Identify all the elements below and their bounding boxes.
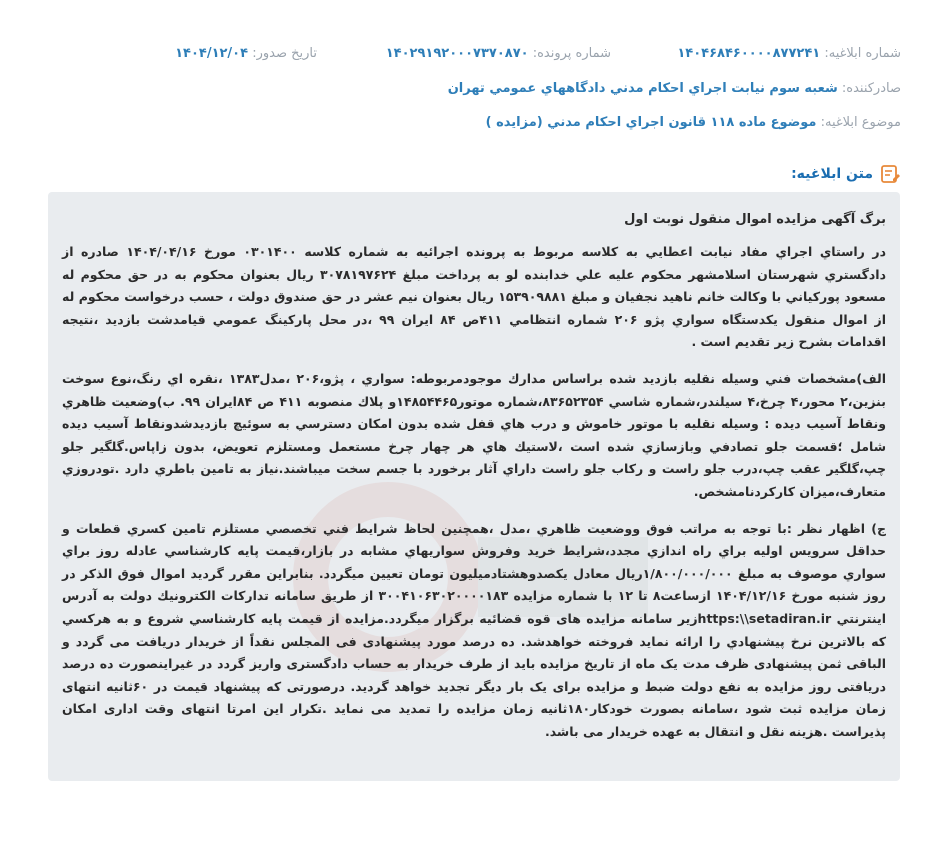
notice-text-panel <box>48 192 900 781</box>
notice-paragraph-3: ج) اظهار نظر :با توجه به مراتب فوق ووضعيت ظاهري ،مدل ،همچنين لحاظ شرايط فني تخصصي مستلزم تامين كسري قطعات و حداقل سرويس اوليه براي راه اندازي مجدد،شرايط خريد وفروش سواريهاي مشابه در بازار،قيمت پايه كارشناسي عادله روز براي سواري موصوف به مبلغ ۱/۸۰۰/۰۰۰/۰۰۰ريال معادل يكصدوهشتادميليون تومان تعيين ميگردد. بنابراين مقرر گرديد اموال فوق الذكر در روز شنبه مورخ ۱۴۰۴/۱۲/۱۶ ازساعت۸ تا ۱۲ با شماره مزايده ۳۰۰۴۱۰۶۳۰۲۰۰۰۰۱۸۳ از طريق سامانه تداركات الكترونيك دولت به آدرس اينترنتي https:\\setadiran.irزير سامانه مزايده های قوه قضائيه برگزار ميگردد.مزايده از قيمت پايه كارشناسي شروع و به هركسي كه بالاترين نرخ پيشنهادي را ارائه نمايد فروخته خواهدشد. ده درصد مورد پيشنهادى فى المجلس نقداً از خريدار دريافت مى گردد و الباقى ثمن پيشنهادى ظرف مدت يک ماه از تاريخ مزايده بايد از طرف خريدار به حساب دادگستری واريز گردد در غيراينصورت ده درصد دريافتى روز مزايده به نفع دولت ضبط و مزايده برای يک بار ديگر تجديد خواهد گرديد. درصورتی که پيشنهاد قيمت در ۶۰ثانيه انتهای زمان مزايده ثبت شود ،سامانه بصورت خودکار۱۸۰ثانيه زمان مزايده را تمديد می نمايد .تکرار اين امرتا انتهای وقت اداری امکان پذيراست .هزينه نقل و انتقال به عهده خريدار می باشد. <box>62 520 887 739</box>
notice-number-label: شماره ابلاغیه: <box>824 46 901 61</box>
issuer-value: شعبه سوم نيابت اجراي احكام مدني دادگاههاي عمومي تهران <box>447 81 838 96</box>
case-number <box>386 46 611 61</box>
case-number-label: شماره پرونده: <box>532 46 611 61</box>
notice-title: برگ آگهی مزايده اموال منقول نوبت اول <box>624 212 886 227</box>
notice-meta-row <box>38 46 901 66</box>
issuer-line <box>448 81 901 96</box>
notice-text-heading <box>791 162 901 186</box>
notice-paragraph-1: در راستاي اجراي مفاد نيابت اعطايي به كلاسه مربوط به پرونده اجرائيه به شماره كلاسه ۰۳۰۱۴۰۰ مورخ ۱۴۰۴/۰۴/۱۶ صادره از دادگستري شهرستان اسلامشهر محكوم عليه علي خدابنده لو به پرداخت مبلغ ۳۰۷۸۱۹۷۶۲۴ ريال بعنوان محكوم به در حق محكوم له مسعود پوركياني با وكالت خانم ناهيد نجفيان و مبلغ ۱۵۳۹۰۹۸۸۱ ريال بعنوان نيم عشر در حق صندوق دولت ، حسب درخواست محكوم له از اموال منقول يكدستگاه سواري پژو ۲۰۶ شماره انتظامي ۴۱۱ص ۸۴ ايران ۹۹ ،در محل پاركينگ عمومي قيامدشت بازديد ،نتيجه اقدامات بشرح زير تقديم است . <box>62 244 886 350</box>
issuer-label: صادرکننده: <box>841 81 901 96</box>
notice-text-label: متن ابلاغیه: <box>791 166 873 182</box>
subject-value: موضوع ماده ۱۱۸ قانون اجراي احكام مدني (مزايده ) <box>485 115 817 130</box>
case-number-value: ۱۴۰۲۹۱۹۲۰۰۰۷۳۷۰۸۷۰ <box>385 46 529 61</box>
issue-date-label: تاریخ صدور: <box>252 46 317 61</box>
document-edit-icon <box>879 163 901 185</box>
notice-number <box>677 46 901 61</box>
issue-date-value: ۱۴۰۴/۱۲/۰۴ <box>175 46 249 61</box>
notice-number-value: ۱۴۰۴۶۸۴۶۰۰۰۰۸۷۷۲۴۱ <box>677 46 821 61</box>
subject-label: موضوع ابلاغیه: <box>820 115 901 130</box>
subject-line <box>486 115 901 130</box>
issue-date <box>175 46 317 61</box>
notice-paragraph-2: الف)مشخصات فني وسيله نقليه بازديد شده براساس مدارك موجودمربوطه: سواري ، پژو،۲۰۶ ،مدل۱۳۸۳ ،نقره اي رنگ،نوع سوخت بنزين،۲ محور،۴ چرخ،۴ سيلندر،شماره شاسي ۸۳۶۵۲۳۵۴،شماره موتور۱۴۸۵۴۴۶۵و پلاك منصوبه ۴۱۱ ص ۸۴ايران ۹۹. ب)وضعيت ظاهري ونقاط آسيب ديده : وسيله نقليه با موتور خاموش و درب هاي قفل شده بدون امكان دسترسي به سوئيچ بازديدشدونقاط آسيب ديده شامل ؛قسمت جلو تصادفي وبازسازي شده است ،لاستيك هاي هر چهار چرخ مستعمل ومستلزم تعويض، بدون زاپاس.گلگير جلو چپ،گلگير عقب چپ،درب جلو راست و ركاب جلو راست داراي آثار برخورد با جسم سخت ميباشند.نياز به تامين باطري دارد .تودروزي متعارف،ميزان كاركردنامشخص. <box>62 370 886 499</box>
